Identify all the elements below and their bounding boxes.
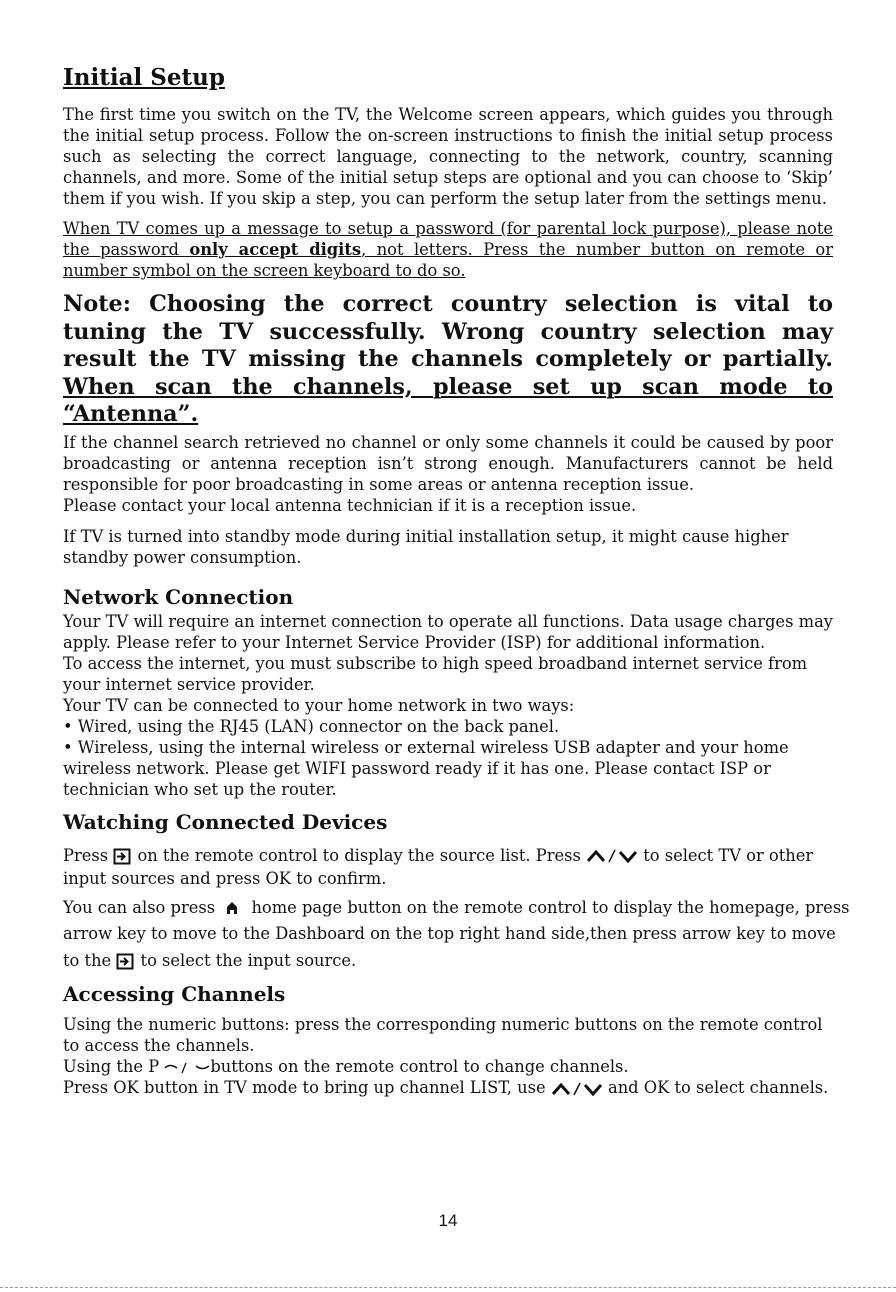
accessing-p3-end: and OK to select channels. <box>602 1078 829 1097</box>
accessing-paragraph-1: Using the numeric buttons: press the corresponding numeric buttons on the remote control to access the channels. <box>63 1015 823 1055</box>
country-note <box>63 291 833 429</box>
page-content <box>63 62 850 1098</box>
bottom-divider <box>0 1287 896 1288</box>
input-source-icon <box>113 848 132 865</box>
up-down-arrow-icon-2 <box>551 1082 603 1096</box>
password-note-part2: , not letters. Press the number button on remote or number symbol on the screen keyboard to do so. <box>63 240 833 280</box>
contact-paragraph: Please contact your local antenna technician if it is a reception issue. <box>63 495 637 515</box>
channel-up-down-icon <box>164 1062 210 1074</box>
watching-select-text: to select TV or other input sources and press OK to confirm. <box>63 845 814 888</box>
accessing-heading: Accessing Channels <box>63 982 286 1006</box>
input-source-icon-2 <box>116 953 135 970</box>
network-paragraph-1: Your TV will require an internet connection to operate all functions. Data usage charges may apply. Please refer to your Internet Service Provider (ISP) for additional information. <box>63 611 833 652</box>
network-paragraph-2: To access the internet, you must subscribe to high speed broadband internet service from your internet service provider. <box>63 653 808 694</box>
watching-end-text: to select the input source. <box>135 950 357 970</box>
standby-paragraph: If TV is turned into standby mode during initial installation setup, it might cause higher standby power consumption. <box>63 526 789 567</box>
password-note-part1: When TV comes up a message to setup a password (for parental lock purpose), please note the password <box>63 219 833 259</box>
accessing-p3-start: Press OK button in TV mode to bring up channel LIST, use <box>63 1078 551 1097</box>
watching-heading: Watching Connected Devices <box>63 809 388 834</box>
country-note-underlined: When scan the channels, please set up scan mode to “Antenna”. <box>63 373 833 427</box>
accessing-body <box>63 1014 833 1098</box>
accessing-paragraph-2 <box>63 1056 833 1077</box>
up-down-arrow-icon <box>586 849 638 863</box>
accessing-p2-start: Using the P <box>63 1057 165 1076</box>
country-note-main: Note: Choosing the correct country selection is vital to tuning the TV successfully. Wrong country selection may result the TV missing the channels completely or partially. <box>63 291 833 372</box>
watching-home-text: home page button on the remote control to display the homepage, press arrow key to move to the Dashboard on the top right hand side,then press arrow key to move to the <box>63 897 850 970</box>
password-note <box>63 218 833 281</box>
watching-source-text: on the remote control to display the source list. Press <box>132 845 587 865</box>
watching-paragraph-2 <box>63 895 855 975</box>
watching-press: Press <box>63 845 114 865</box>
network-heading: Network Connection <box>63 584 294 609</box>
network-bullet-wireless: • Wireless, using the internal wireless or external wireless USB adapter and your home wireless network. Please get WIFI password ready if it has one. Please contact ISP or technician who set up the router. <box>63 737 789 799</box>
accessing-p2-end: buttons on the remote control to change channels. <box>210 1057 629 1076</box>
password-note-bold: only accept digits <box>189 240 362 259</box>
channel-search-paragraph: If the channel search retrieved no channel or only some channels it could be caused by poor broadcasting or antenna reception isn’t strong enough. Manufacturers cannot be held responsible for poor broadcasting in some areas or antenna reception issue. <box>63 432 833 494</box>
network-paragraph-3: Your TV can be connected to your home network in two ways: <box>63 695 575 715</box>
page-number: 14 <box>438 1211 458 1230</box>
accessing-paragraph-3 <box>63 1077 833 1098</box>
watching-also-press: You can also press <box>63 897 221 917</box>
page-title: Initial Setup <box>63 64 225 91</box>
watching-paragraph-1 <box>63 844 833 890</box>
network-bullet-wired: • Wired, using the RJ45 (LAN) connector on the back panel. <box>63 716 560 736</box>
intro-paragraph: The first time you switch on the TV, the Welcome screen appears, which guides you through the initial setup process. Follow the on-screen instructions to finish the initial setup process such as selecting the correct language, connecting to the network, country, scanning channels, and more. Some of the initial setup steps are optional and you can choose to ‘Skip’ them if you wish. If you skip a step, you can perform the setup later from the settings menu. <box>63 105 833 208</box>
home-icon <box>220 901 246 915</box>
